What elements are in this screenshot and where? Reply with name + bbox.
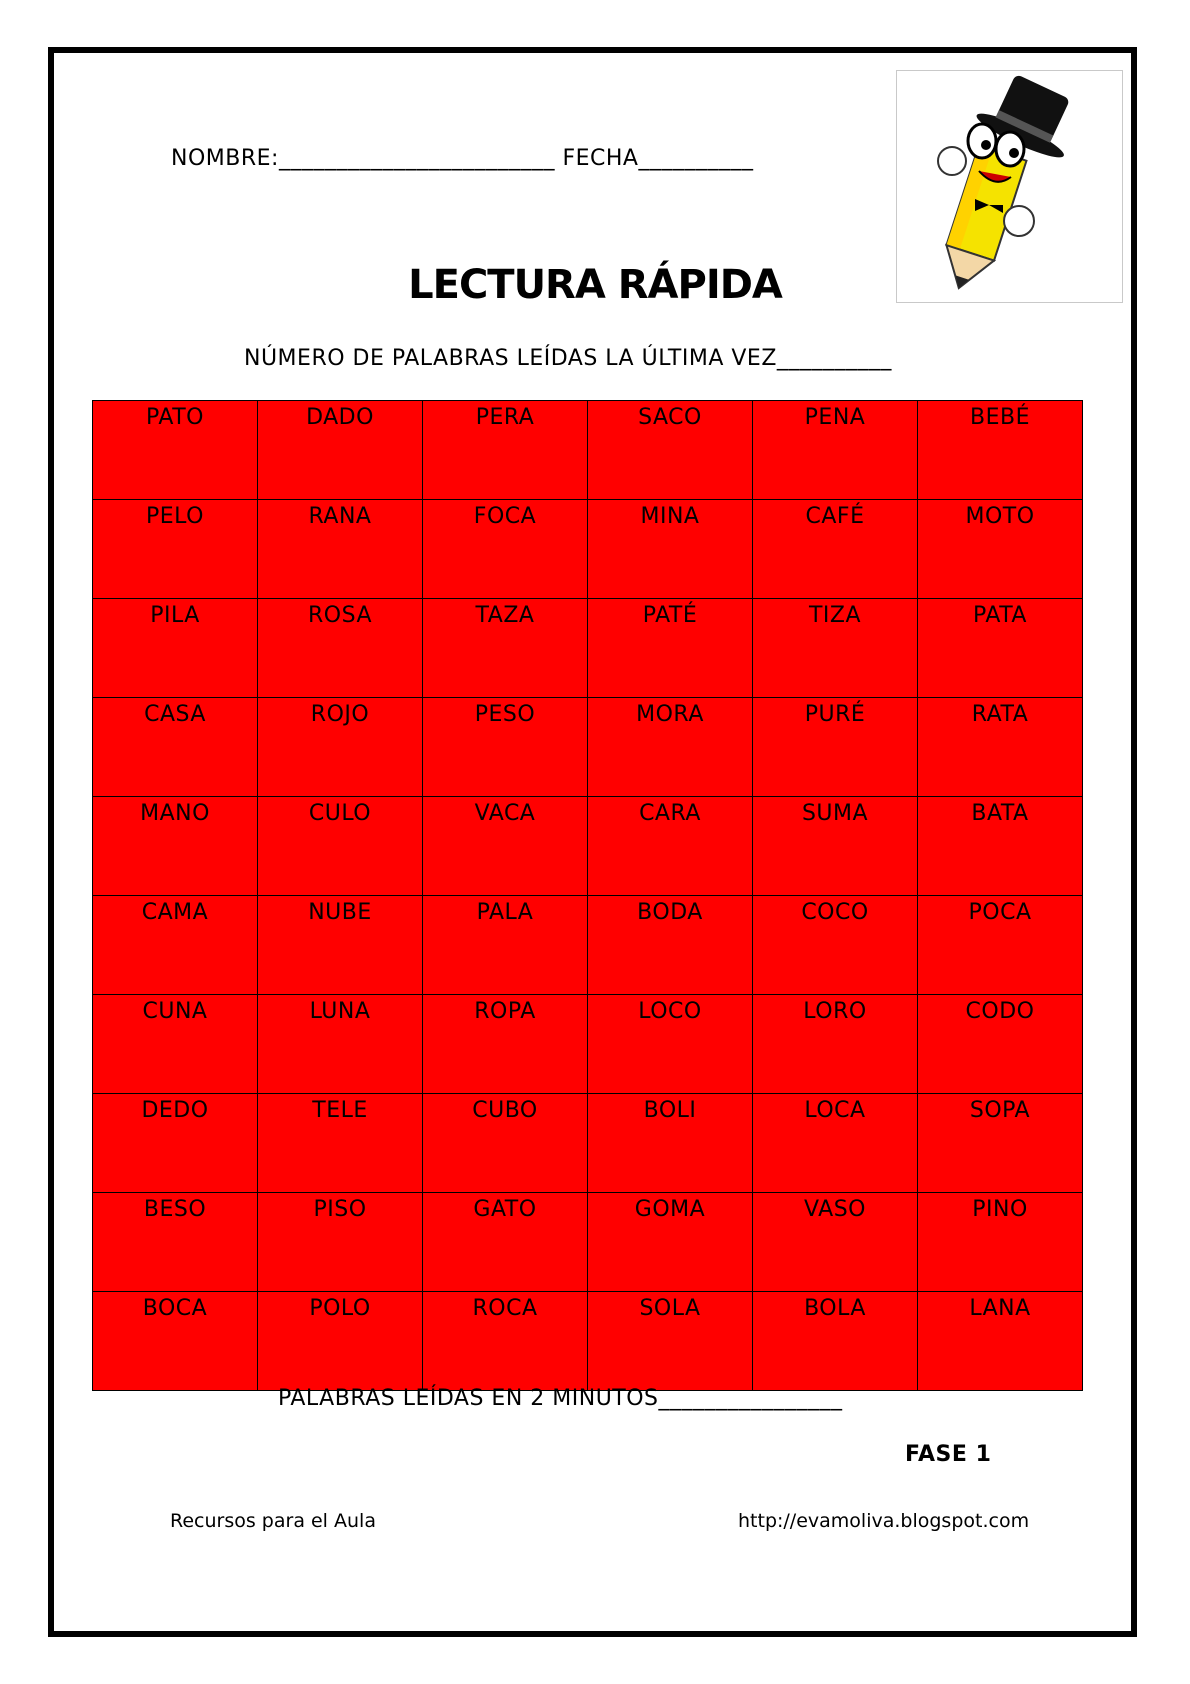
word-cell: LANA (918, 1292, 1083, 1391)
word-cell: ROPA (423, 995, 588, 1094)
word-cell: SUMA (753, 797, 918, 896)
word-cell: ROJO (258, 698, 423, 797)
word-cell: PINO (918, 1193, 1083, 1292)
word-cell: PELO (93, 500, 258, 599)
word-cell: TIZA (753, 599, 918, 698)
word-cell: CARA (588, 797, 753, 896)
word-cell: RATA (918, 698, 1083, 797)
word-grid (92, 400, 1083, 1391)
word-cell: PATO (93, 401, 258, 500)
word-cell: POLO (258, 1292, 423, 1391)
word-cell: BATA (918, 797, 1083, 896)
word-row (93, 599, 1083, 698)
phase-label: FASE 1 (905, 1442, 992, 1467)
word-cell: VASO (753, 1193, 918, 1292)
word-cell: LUNA (258, 995, 423, 1094)
word-cell: PALA (423, 896, 588, 995)
word-cell: PILA (93, 599, 258, 698)
word-cell: MOTO (918, 500, 1083, 599)
words-read-line: PALABRAS LEÍDAS EN 2 MINUTOS________________ (278, 1386, 843, 1411)
word-cell: VACA (423, 797, 588, 896)
word-cell: BESO (93, 1193, 258, 1292)
word-row (93, 1094, 1083, 1193)
word-cell: LOCA (753, 1094, 918, 1193)
left-credit: Recursos para el Aula (170, 1510, 376, 1532)
word-cell: MINA (588, 500, 753, 599)
word-cell: PATA (918, 599, 1083, 698)
word-row (93, 797, 1083, 896)
word-cell: SOLA (588, 1292, 753, 1391)
word-cell: LOCO (588, 995, 753, 1094)
word-cell: CASA (93, 698, 258, 797)
word-cell: SOPA (918, 1094, 1083, 1193)
word-cell: POCA (918, 896, 1083, 995)
word-row (93, 1193, 1083, 1292)
word-row (93, 500, 1083, 599)
word-cell: ROSA (258, 599, 423, 698)
name-date-line: NOMBRE:________________________ FECHA__________ (171, 146, 754, 171)
word-cell: CAMA (93, 896, 258, 995)
word-cell: NUBE (258, 896, 423, 995)
word-cell: CODO (918, 995, 1083, 1094)
word-cell: MORA (588, 698, 753, 797)
word-cell: CUNA (93, 995, 258, 1094)
word-cell: CULO (258, 797, 423, 896)
word-cell: DEDO (93, 1094, 258, 1193)
word-cell: SACO (588, 401, 753, 500)
word-cell: LORO (753, 995, 918, 1094)
word-cell: RANA (258, 500, 423, 599)
word-cell: BOLA (753, 1292, 918, 1391)
word-cell: PATÉ (588, 599, 753, 698)
word-cell: MANO (93, 797, 258, 896)
word-cell: PURÉ (753, 698, 918, 797)
word-row (93, 896, 1083, 995)
word-row (93, 401, 1083, 500)
word-cell: PISO (258, 1193, 423, 1292)
word-row (93, 698, 1083, 797)
word-cell: COCO (753, 896, 918, 995)
page-title: LECTURA RÁPIDA (408, 262, 782, 308)
word-row (93, 1292, 1083, 1391)
word-cell: BODA (588, 896, 753, 995)
word-cell: PENA (753, 401, 918, 500)
word-cell: CUBO (423, 1094, 588, 1193)
word-cell: TELE (258, 1094, 423, 1193)
word-cell: GATO (423, 1193, 588, 1292)
word-cell: BOCA (93, 1292, 258, 1391)
word-cell: TAZA (423, 599, 588, 698)
previous-count-line: NÚMERO DE PALABRAS LEÍDAS LA ÚLTIMA VEZ__________ (244, 346, 892, 371)
word-cell: PESO (423, 698, 588, 797)
right-credit: http://evamoliva.blogspot.com (738, 1510, 1030, 1532)
word-cell: CAFÉ (753, 500, 918, 599)
word-cell: PERA (423, 401, 588, 500)
word-row (93, 995, 1083, 1094)
word-cell: GOMA (588, 1193, 753, 1292)
word-cell: BEBÉ (918, 401, 1083, 500)
word-cell: BOLI (588, 1094, 753, 1193)
word-cell: DADO (258, 401, 423, 500)
word-cell: ROCA (423, 1292, 588, 1391)
word-cell: FOCA (423, 500, 588, 599)
